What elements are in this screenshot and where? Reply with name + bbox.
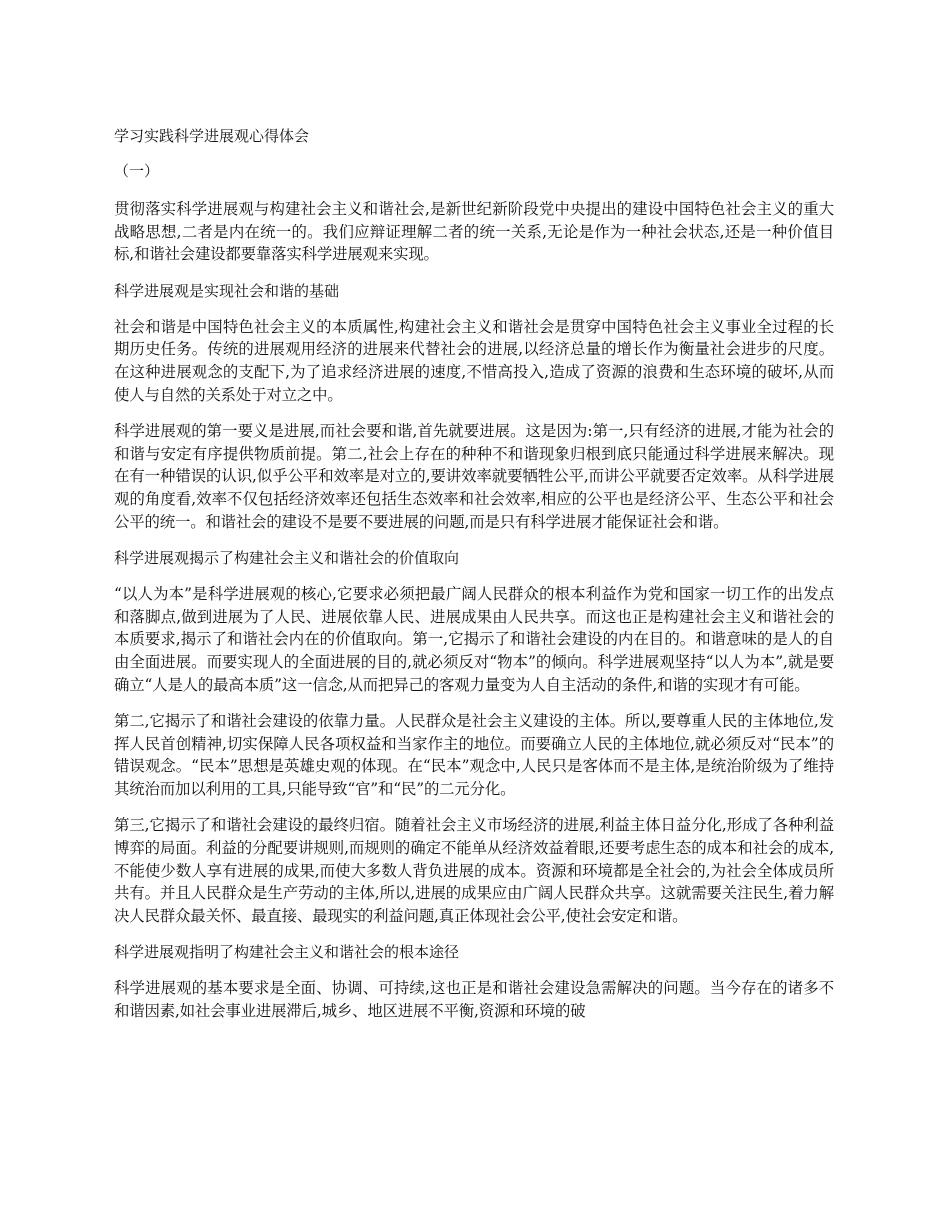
paragraph: 第三,它揭示了和谐社会建设的最终归宿。随着社会主义市场经济的进展,利益主体日益分化,形成了各种利益博弈的局面。利益的分配要讲规则,而规则的确定不能单从经济效益着眼,还要考虑生态的成本和社会的成本,不能使少数人享有进展的成果,而使大多数人背负进展的成本。资源和环境都是全社会的,为社会全体成员所共有。并且人民群众是生产劳动的主体,所以,进展的成果应由广阔人民群众共享。这就需要关注民生,着力解决人民群众最关怀、最直接、最现实的利益问题,真正体现社会公平,使社会安定和谐。 — [114, 816, 834, 925]
section-heading-2: 科学进展观揭示了构建社会主义和谐社会的价值取向 — [114, 549, 460, 568]
document-page — [114, 125, 834, 1037]
paragraph: 社会和谐是中国特色社会主义的本质属性,构建社会主义和谐社会是贯穿中国特色社会主义事业全过程的长期历史任务。传统的进展观用经济的进展来代替社会的进展,以经济总量的增长作为衡量社会进步的尺度。在这种进展观念的支配下,为了追求经济进展的速度,不惜高投入,造成了资源的浪费和生态环境的破坏,从而使人与自然的关系处于对立之中。 — [114, 317, 834, 404]
paragraph: 科学进展观的第一要义是进展,而社会要和谐,首先就要进展。这是因为:第一,只有经济的进展,才能为社会的和谐与安定有序提供物质前提。第二,社会上存在的种种不和谐现象归根到底只能通过科学进展来解决。现在有一种错误的认识,似乎公平和效率是对立的,要讲效率就要牺牲公平,而讲公平就要否定效率。从科学进展观的角度看,效率不仅包括经济效率还包括生态效率和社会效率,相应的公平也是经济公平、生态公平和社会公平的统一。和谐社会的建设不是要不要进展的问题,而是只有科学进展才能保证社会和谐。 — [114, 422, 834, 531]
section-heading-1: 科学进展观是实现社会和谐的基础 — [114, 281, 340, 300]
section-heading-3: 科学进展观指明了构建社会主义和谐社会的根本途径 — [114, 943, 460, 962]
paragraph-intro: 贯彻落实科学进展观与构建社会主义和谐社会,是新世纪新阶段党中央提出的建设中国特色社会主义的重大战略思想,二者是内在统一的。我们应辩证理解二者的统一关系,无论是作为一种社会状态,还是一种价值目标,和谐社会建设都要靠落实科学进展观来实现。 — [114, 200, 834, 264]
document-title: 学习实践科学进展观心得体会 — [114, 127, 310, 145]
paragraph: 第二,它揭示了和谐社会建设的依靠力量。人民群众是社会主义建设的主体。所以,要尊重人民的主体地位,发挥人民首创精神,切实保障人民各项权益和当家作主的地位。而要确立人民的主体地位,就必须反对“民本”的错误观念。“民本”思想是英雄史观的体现。在“民本”观念中,人民只是客体而不是主体,是统治阶级为了维持其统治而加以利用的工具,只能导致“官”和“民”的二元分化。 — [114, 712, 834, 798]
paragraph: “以人为本”是科学进展观的核心,它要求必须把最广阔人民群众的根本利益作为党和国家一切工作的出发点和落脚点,做到进展为了人民、进展依靠人民、进展成果由人民共享。而这也正是构建社会主义和谐社会的本质要求,揭示了和谐社会内在的价值取向。第一,它揭示了和谐社会建设的内在目的。和谐意味的是人的自由全面进展。而要实现人的全面进展的目的,就必须反对“物本”的倾向。科学进展观坚持“以人为本”,就是要确立“人是人的最高本质”这一信念,从而把异己的客观力量变为人自主活动的条件,和谐的实现才有可能。 — [114, 585, 834, 694]
section-marker: （一） — [114, 162, 160, 180]
paragraph: 科学进展观的基本要求是全面、协调、可持续,这也正是和谐社会建设急需解决的问题。当今存在的诸多不和谐因素,如社会事业进展滞后,城乡、地区进展不平衡,资源和环境的破 — [114, 979, 834, 1021]
